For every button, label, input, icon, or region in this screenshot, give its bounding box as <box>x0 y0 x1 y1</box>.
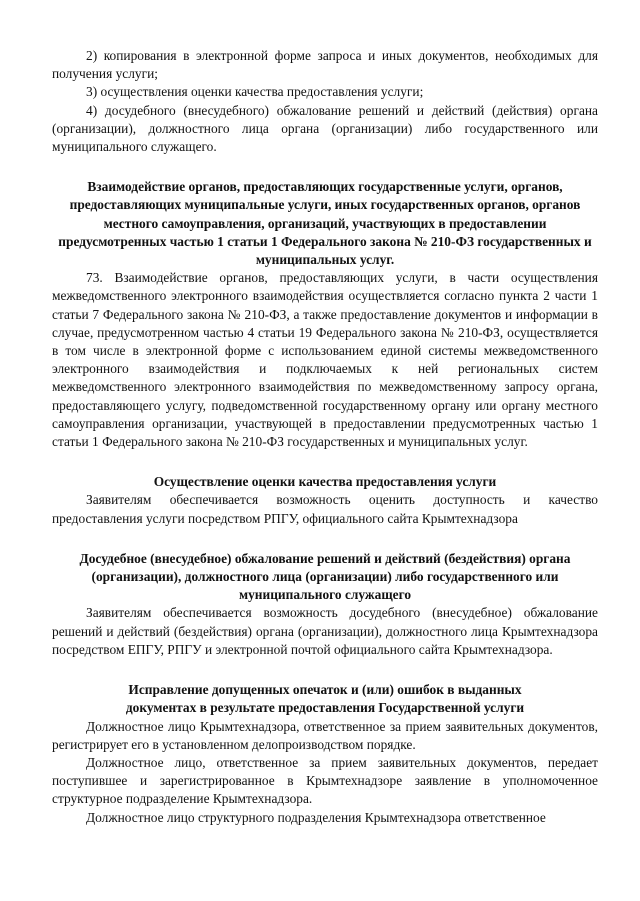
section-heading-pretrial-appeal: Досудебное (внесудебное) обжалование решений и действий (бездействия) органа (организации), должностного лица (организации) либо государственного или муниципального служащего <box>79 550 571 603</box>
list-item-appeal: 4) досудебного (внесудебного) обжалование решений и действий (действия) органа (организации), должностного лица органа (организации) либо государственного или муниципального служащего. <box>52 102 598 155</box>
list-item-copying: 2) копирования в электронной форме запроса и иных документов, необходимых для получения услуги; <box>52 48 598 82</box>
paragraph-corrections-3: Должностное лицо структурного подразделения Крымтехнадзора ответственное <box>86 809 546 825</box>
paragraph-corrections-1: Должностное лицо Крымтехнадзора, ответственное за прием заявительных документов, регистрирует его в установленном делопроизводством порядке. <box>52 718 598 752</box>
paragraph-73: 73. Взаимодействие органов, предоставляющих услуги, в части осуществления межведомственного электронного взаимодействия осуществляется согласно пункта 2 части 1 статьи 7 Федерального закона № 210-ФЗ, а также предоставление документов и информации в случае, предусмотренном частью 4 статьи 19 Федерального закона № 210-ФЗ, осуществляется в том числе в электронной форме с использованием единой системы межведомственного электронного взаимодействия и подключаемых к ней региональных систем межведомственного электронного взаимодействия по межведомственному запросу органа, предоставляющего услугу, подведомственной государственному органу или органу местного самоуправления организации, участвующей в предоставлении предусмотренных частью 1 статьи 1 Федерального закона № 210-ФЗ государственных и муниципальных услуг. <box>52 270 598 450</box>
section-heading-interaction: Взаимодействие органов, предоставляющих государственные услуги, органов, предоставляющих муниципальные услуги, иных государственных органов, органов местного самоуправления, организаций, участвующих в предоставлении предусмотренных частью 1 статьи 1 Федерального закона № 210-ФЗ государственных и муниципальных услуг. <box>58 179 592 268</box>
section-heading-quality: Осуществление оценки качества предоставления услуги <box>153 474 497 490</box>
paragraph-pretrial-appeal: Заявителям обеспечивается возможность досудебного (внесудебное) обжалование решений и действий (бездействия) органа (организации), должностного лица Крымтехнадзора посредством ЕПГУ, РПГУ и электронной почтой официального сайта Крымтехнадзора. <box>52 605 598 657</box>
list-item-quality-assessment: 3) осуществления оценки качества предоставления услуги; <box>86 84 424 100</box>
paragraph-corrections-2: Должностное лицо, ответственное за прием заявительных документов, передает поступившее и зарегистрированное в Крымтехнадзоре заявление в уполномоченное структурное подразделение Крымтехнадзора. <box>52 754 598 807</box>
section-heading-corrections: Исправление допущенных опечаток и (или) ошибок в выданных документах в результате предоставления Государственной услуги <box>125 682 525 716</box>
paragraph-quality: Заявителям обеспечивается возможность оценить доступность и качество предоставления услуги посредством РПГУ, официального сайта Крымтехнадзора <box>52 492 598 526</box>
